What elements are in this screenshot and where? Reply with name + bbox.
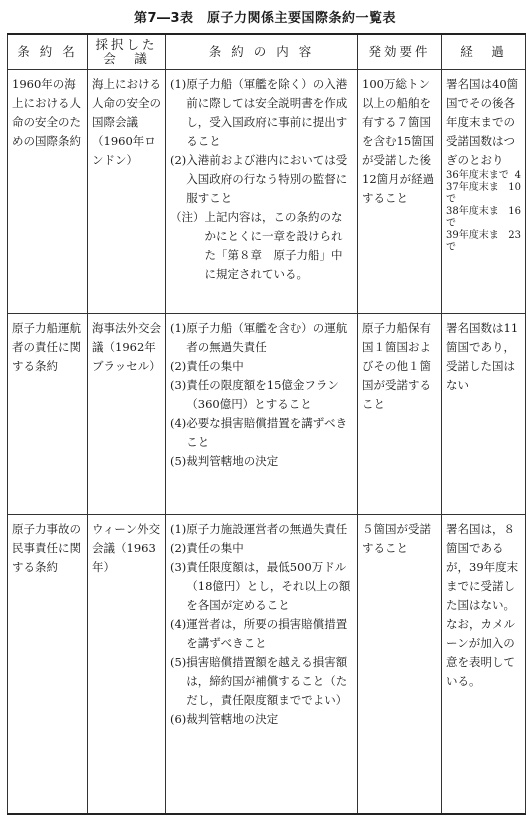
header-treaty-name: 条 約 名 (8, 34, 88, 70)
content-item: (5) 損害賠償措置額を越える損害額は，締約国が補償すること（ただし，責任限度額まででよい） (170, 655, 348, 707)
content-item: (3) 責任の限度額を15億金フラン（360億円）とすること (170, 378, 339, 411)
treaty-table (7, 33, 526, 815)
content-item: (2) 入港前および港内においては受入国政府の行なう特別の監督に服すこと (170, 153, 348, 205)
header-content: 条 約 の 内 容 (166, 34, 358, 70)
conference: ウィーン外交会議（1963年） (88, 515, 166, 815)
history: 署名国は，８箇国であるが，39年度末までに受諾した国はない。なお，カメルーンが加入の意を表明している。 (442, 515, 526, 815)
content-item: (1) 原子力船（軍艦を含む）の運航者の無過失責任 (170, 321, 348, 354)
requirement: 原子力船保有国１箇国およびその他１箇国が受諾すること (358, 314, 442, 515)
content-item: (4) 必要な損害賠償措置を講ずべきこと (170, 416, 348, 449)
content-item: (5) 裁判管轄地の決定 (170, 454, 279, 468)
table-row (8, 70, 526, 314)
treaty-content (166, 515, 358, 815)
content-item: (1) 原子力船（軍艦を除く）の入港前に際しては安全説明書を作成し，受入国政府に事前に提出すること (170, 77, 348, 148)
treaty-name: 原子力船運航者の責任に関する条約 (8, 314, 88, 515)
header-row (8, 34, 526, 70)
conference: 海事法外交会議（1962年ブラッセル） (88, 314, 166, 515)
history: 署名国数は11箇国であり，受諾した国はない (442, 314, 526, 515)
history (442, 70, 526, 314)
progress-entry: 39年度末まで 23 (446, 230, 521, 253)
header-requirement: 発効要件 (358, 34, 442, 70)
treaty-name: 1960年の海上における人命の安全のための国際条約 (8, 70, 88, 314)
content-item: (2) 責任の集中 (170, 359, 244, 373)
history-text: 署名国は40箇国でその後各年度末までの受諾国数はつぎのとおり (446, 77, 519, 167)
treaty-name: 原子力事故の民事責任に関する条約 (8, 515, 88, 815)
requirement: ５箇国が受諾すること (358, 515, 442, 815)
treaty-content (166, 314, 358, 515)
content-item: (2) 責任の集中 (170, 541, 244, 555)
content-item: (1) 原子力施設運営者の無過失責任 (170, 522, 348, 536)
treaty-content (166, 70, 358, 314)
content-item: (3) 責任限度額は，最低500万ドル（18億円）とし，それ以上の額を各国が定めること (170, 560, 351, 612)
header-history: 経 過 (442, 34, 526, 70)
progress-entry: 36年度末まで 4 (446, 170, 521, 181)
content-item: (6) 裁判管轄地の決定 (170, 712, 279, 726)
content-item: (4) 運営者は，所要の損害賠償措置を講ずべきこと (170, 617, 348, 650)
table-row (8, 515, 526, 815)
table-title: 第7―3表 原子力関係主要国際条約一覧表 (133, 11, 397, 26)
header-conference: 採択した会 議 (88, 34, 166, 70)
conference: 海上における人命の安全の国際会議（1960年ロンドン） (88, 70, 166, 314)
content-note: （注） 上記内容は，この条約のなかにとくに一章を設けられた「第８章 原子力船」中に規定されている。 (170, 210, 343, 281)
requirement: 100万総トン以上の船舶を有する７箇国を含む15箇国が受諾した後12箇月が経過すること (358, 70, 442, 314)
table-row (8, 314, 526, 515)
progress-entry: 37年度末まで 10 (446, 182, 521, 205)
progress-entry: 38年度末まで 16 (446, 206, 521, 229)
